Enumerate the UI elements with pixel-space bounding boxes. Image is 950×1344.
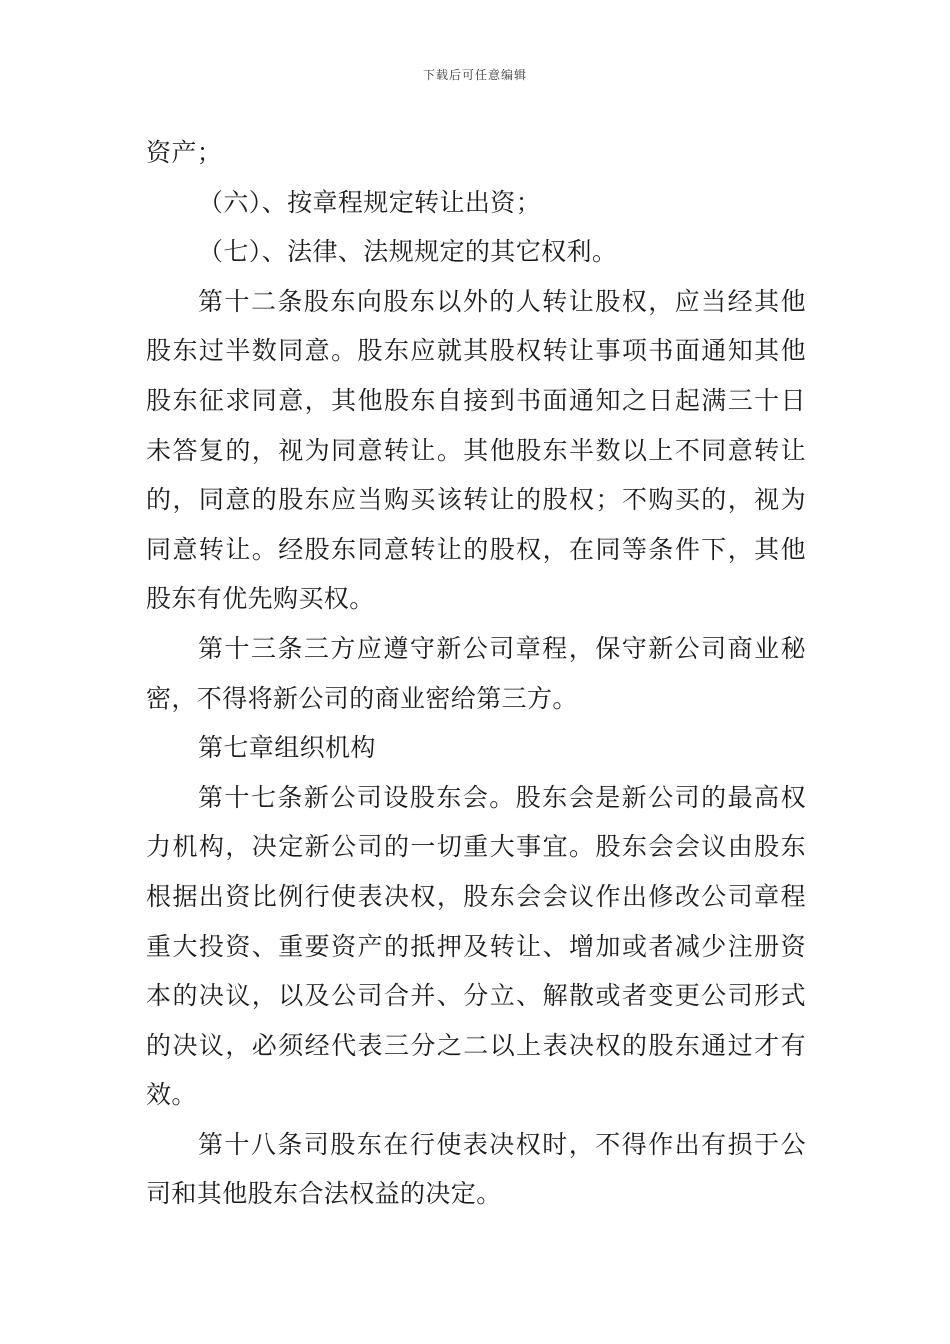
paragraph-article-13: 第十三条三方应遵守新公司章程，保守新公司商业秘密，不得将新公司的商业密给第三方。: [146, 633, 806, 713]
paragraph-article-12: 第十二条股东向股东以外的人转让股权，应当经其他股东过半数同意。股东应就其股权转让事项书面通知其他股东征求同意，其他股东自接到书面通知之日起满三十日未答复的，视为同意转让。其他股东半数以上不同意转让的，同意的股东应当购买该转让的股权；不购买的，视为同意转让。经股东同意转让的股权，在同等条件下，其他股东有优先购买权。: [146, 286, 806, 614]
page-header: 下载后可任意编辑: [422, 68, 527, 82]
paragraph-article-17: 第十七条新公司设股东会。股东会是新公司的最高权力机构，决定新公司的一切重大事宜。股东会会议由股东根据出资比例行使表决权，股东会会议作出修改公司章程重大投资、重要资产的抵押及转让、增加或者减少注册资本的决议，以及公司合并、分立、解散或者变更公司形式的决议，必须经代表三分之二以上表决权的股东通过才有效。: [146, 782, 806, 1110]
paragraph-article-18: 第十八条司股东在行使表决权时，不得作出有损于公司和其他股东合法权益的决定。: [146, 1129, 806, 1209]
paragraph-item-seven: （七）、法律、法规规定的其它权利。: [198, 237, 618, 267]
chapter-heading-seven: 第七章组织机构: [198, 733, 376, 763]
document-body: [146, 128, 806, 1219]
paragraph-item-six: （六）、按章程规定转让出资；: [198, 187, 542, 217]
paragraph-asset-continuation: 资产；: [146, 138, 223, 167]
